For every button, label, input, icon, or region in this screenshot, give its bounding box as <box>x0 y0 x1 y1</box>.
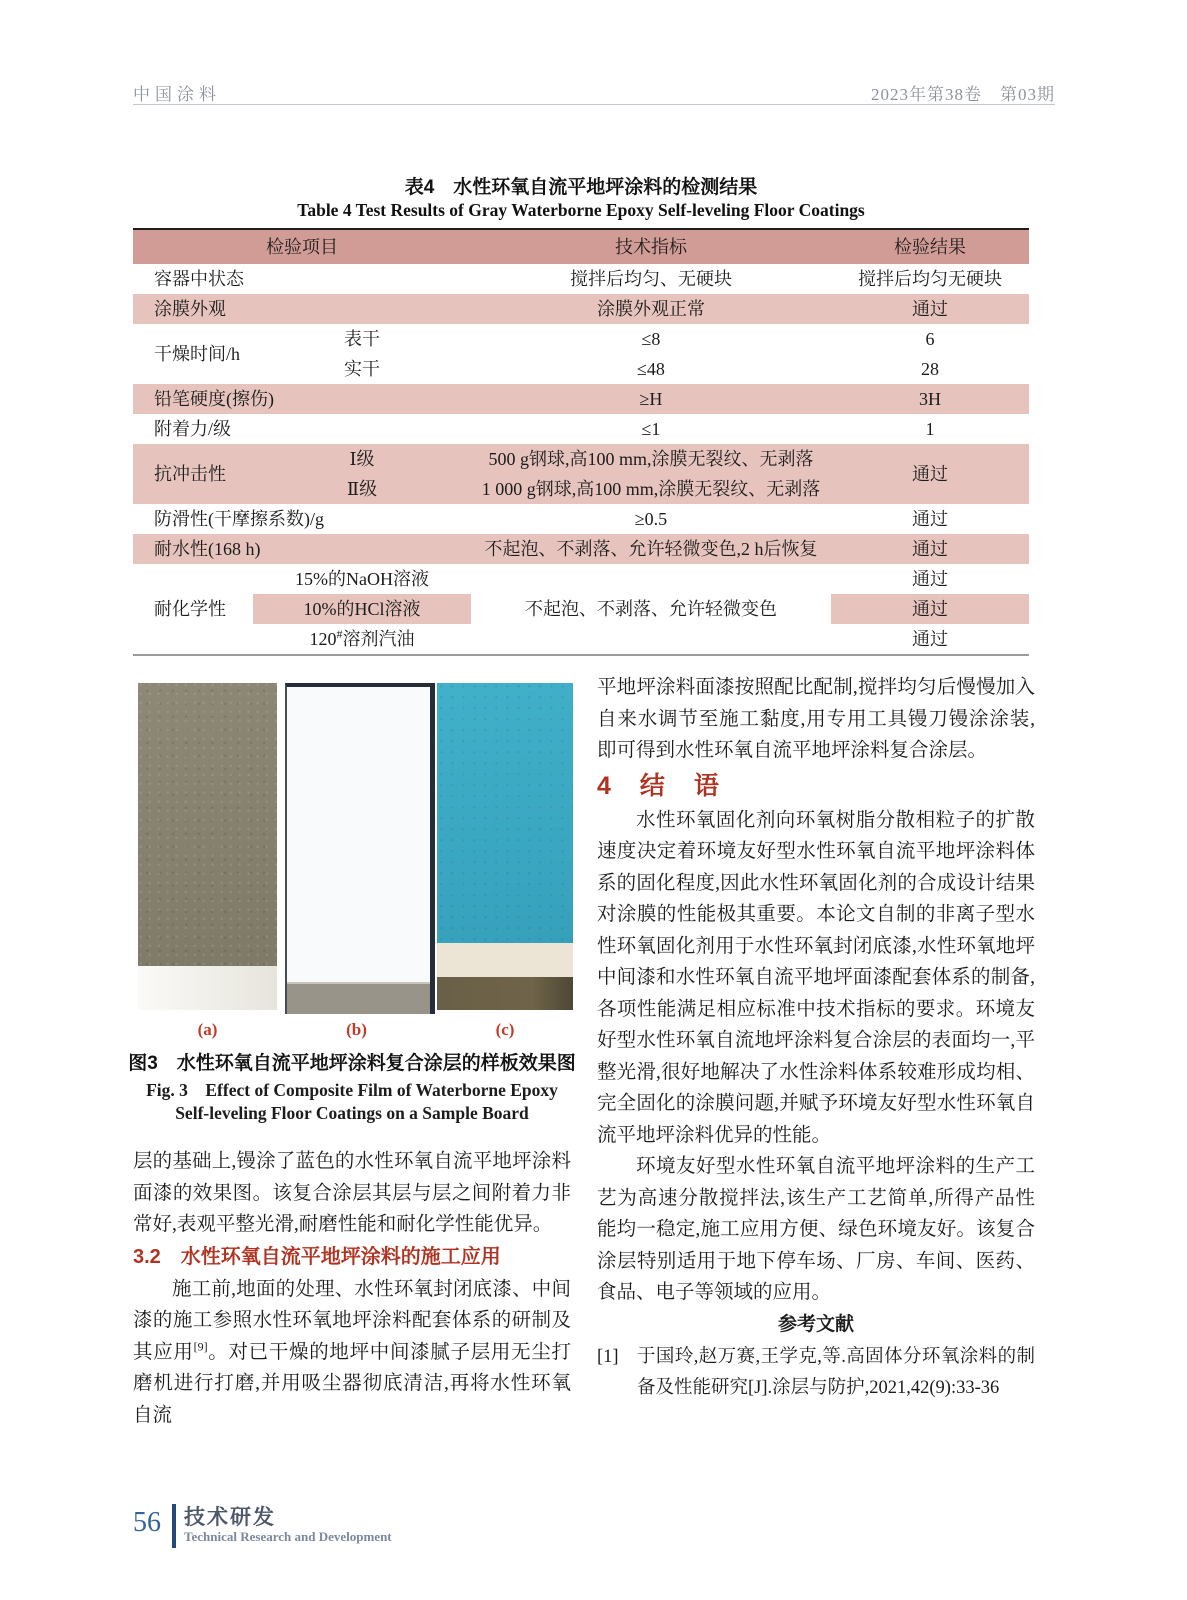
panel-label-a: (a) <box>197 1020 218 1039</box>
table-row: 实干 ≤48 28 <box>344 359 939 379</box>
right-column <box>597 672 1035 1404</box>
table-row: 涂膜外观 涂膜外观正常 通过 <box>133 294 1029 324</box>
footer-divider <box>172 1504 176 1548</box>
table-header-row: 检验项目 技术指标 检验结果 <box>133 229 1029 264</box>
paragraph-3-2: 施工前,地面的处理、水性环氧封闭底漆、中间漆的施工参照水性环氧地坪涂料配套体系的研制及其应用[9]。对已干燥的地坪中间漆腻子层用无尘打磨机进行打磨,并用吸尘器彻底清洁,再将水性环氧自流 <box>133 1278 571 1426</box>
conclusion-paragraph-1: 水性环氧固化剂向环氧树脂分散相粒子的扩散速度决定着环境友好型水性环氧自流平地坪涂料体系的固化程度,因此水性环氧固化剂的合成设计结果对涂膜的性能极其重要。本论文自制的非离子型水性环氧固化剂用于水性环氧封闭底漆,水性环氧地坪中间漆和水性环氧自流平地坪面漆配套体系的制备,各项性能满足相应标准中技术指标的要求。环境友好型水性环氧自流地坪涂料复合涂层的表面均一,平整光滑,很好地解决了水性涂料体系较难形成均相、完全固化的涂膜问题,并赋予环境友好型水性环氧自流平地坪涂料优异的性能。 <box>597 809 1035 1146</box>
table-row: 120#溶剂汽油 通过 <box>309 627 948 649</box>
table4-title-en: Table 4 Test Results of Gray Waterborne Epoxy Self-leveling Floor Coatings <box>297 200 865 220</box>
sample-c-cream-strip <box>437 943 573 977</box>
issue-info: 2023年第38卷 第03期 <box>871 85 1055 104</box>
section-heading-4: 4 结 语 <box>597 771 721 800</box>
sample-c-brown-strip <box>437 977 573 1010</box>
paragraph-continuation-right: 平地坪涂料面漆按照配比配制,搅拌均匀后慢慢加入自来水调节至施工黏度,用专用工具镘刀镘涂涂装,即可得到水性环氧自流平地坪涂料复合涂层。 <box>597 677 1035 761</box>
table-row: 耐水性(168 h) 不起泡、不剥落、允许轻微变色,2 h后恢复 通过 <box>133 534 1029 564</box>
sample-b-bottom-strip <box>287 982 430 1014</box>
footer-section-zh: 技术研发 <box>184 1506 276 1529</box>
figure3-caption-en-line1: Fig. 3 Effect of Composite Film of Waterborne Epoxy <box>146 1080 558 1100</box>
sample-board-photo-c <box>437 683 573 1010</box>
table-row: 抗冲击性 Ⅰ级 500 g钢球,高100 mm,涂膜无裂纹、无剥落 通过 <box>133 444 1029 474</box>
panel-label-c: (c) <box>495 1020 515 1039</box>
reference-marker: [1] <box>597 1347 619 1367</box>
sample-a-bottom-strip <box>138 966 277 1010</box>
references-list <box>597 1342 1035 1404</box>
table-row: Ⅱ级 1 000 g钢球,高100 mm,涂膜无裂纹、无剥落 <box>133 474 1029 504</box>
page-number: 56 <box>133 1507 161 1538</box>
left-column <box>133 1146 571 1431</box>
table-row: 防滑性(干摩擦系数)/g ≥0.5 通过 <box>154 509 948 529</box>
footer-section-en: Technical Research and Development <box>184 1529 392 1544</box>
table4-title-zh: 表4 水性环氧自流平地坪涂料的检测结果 <box>404 177 758 198</box>
sample-board-photo-b <box>285 683 435 1014</box>
reference-item <box>597 1342 1035 1404</box>
table-row: 10%的HCl溶液 通过 <box>133 594 1029 624</box>
paragraph-continuation-left: 层的基础上,镘涂了蓝色的水性环氧自流平地坪涂料面漆的效果图。该复合涂层其层与层之间附着力非常好,表观平整光滑,耐磨性能和耐化学性能优异。 <box>133 1151 571 1235</box>
conclusion-paragraph-2: 环境友好型水性环氧自流平地坪涂料的生产工艺为高速分散搅拌法,该生产工艺简单,所得产品性能均一稳定,施工应用方便、绿色环境友好。该复合涂层特别适用于地下停车场、厂房、车间、医药、食品、电子等领域的应用。 <box>597 1156 1035 1303</box>
section-heading-3-2: 3.2 水性环氧自流平地坪涂料的施工应用 <box>133 1245 501 1268</box>
table-row: 容器中状态 搅拌后均匀、无硬块 搅拌后均匀无硬块 <box>154 269 1002 289</box>
reference-text: 于国玲,赵万赛,王学克,等.高固体分环氧涂料的制备及性能研究[J].涂层与防护,2021,42(9):33-36 <box>637 1347 1035 1398</box>
table-row: 干燥时间/h 表干 ≤8 6 <box>154 329 935 364</box>
panel-label-b: (b) <box>346 1020 367 1039</box>
test-results-table <box>133 228 1029 656</box>
sample-board-photo-a <box>138 683 277 1010</box>
table-row: 附着力/级 ≤1 1 <box>154 419 935 439</box>
table-row: 铅笔硬度(擦伤) ≥H 3H <box>133 384 1029 414</box>
references-heading: 参考文献 <box>777 1313 854 1335</box>
figure3-caption-zh: 图3 水性环氧自流平地坪涂料复合涂层的样板效果图 <box>128 1053 576 1074</box>
header-rule <box>133 104 1055 105</box>
journal-title: 中国涂料 <box>133 85 221 104</box>
table-row: 耐化学性 15%的NaOH溶液 不起泡、不剥落、允许轻微变色 通过 <box>154 569 948 619</box>
figure3-caption-en-line2: Self-leveling Floor Coatings on a Sample Board <box>175 1103 529 1123</box>
